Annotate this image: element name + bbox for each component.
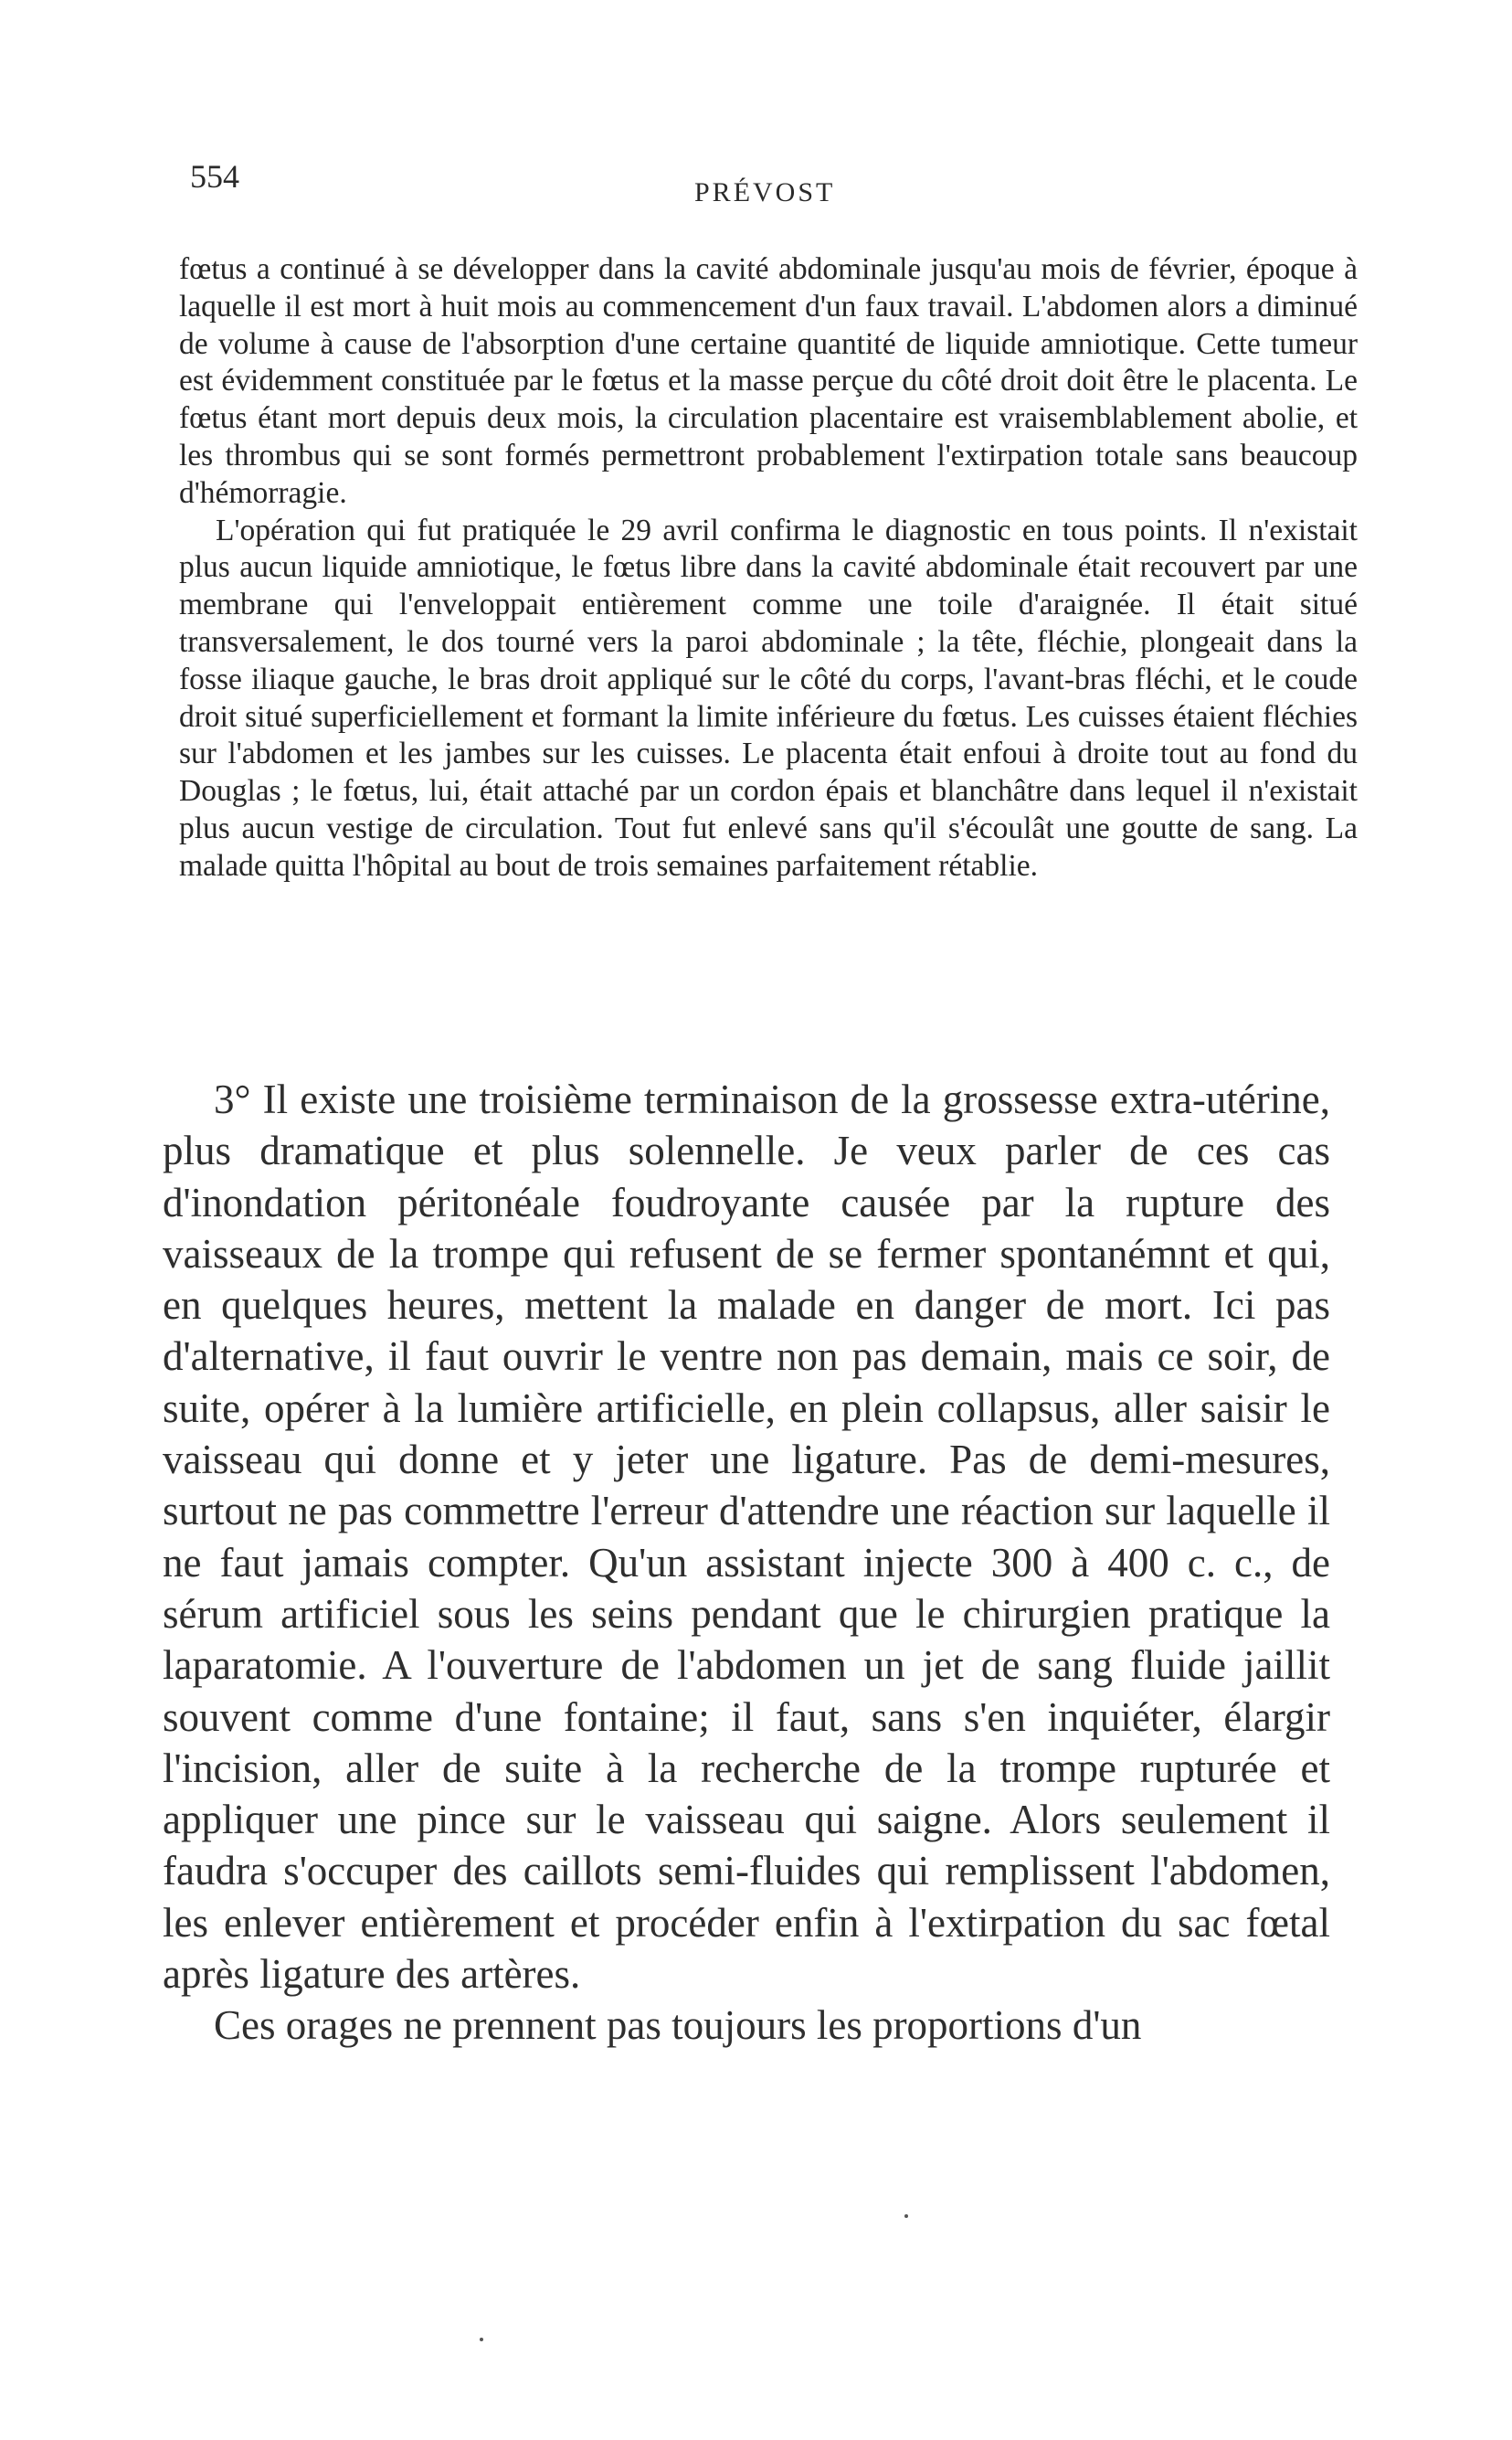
case-report-paragraph-1: fœtus a continué à se développer dans la cavité abdominale jusqu'au mois de février, époque à laquelle il est mort à huit mois au commencement d'un faux travail. L'abdomen alors a diminué de volume à cause de l'absorption d'une certaine quantité de liquide amniotique. Cette tumeur est évidemment constituée par le fœtus et la masse perçue du côté droit doit être le placenta. Le fœtus étant mort depuis deux mois, la circulation placentaire est vraisemblablement abolie, et les thrombus qui se sont formés permettront probablement l'extirpation totale sans beaucoup d'hémorragie. (179, 252, 1358, 510)
running-head: PRÉVOST (694, 177, 836, 207)
main-paragraph-1: 3° Il existe une troisième terminaison de la grossesse extra-utérine, plus dramatique et plus solennelle. Je veux parler de ces cas d'inondation péritonéale foudroyante causée par la rupture des vaisseaux de la trompe qui refusent de se fermer spontanémnt et qui, en quelques heures, mettent la malade en danger de mort. Ici pas d'alternative, il faut ouvrir le ventre non pas demain, mais ce soir, de suite, opérer à la lumière artificielle, en plein collapsus, aller saisir le vaisseau qui donne et y jeter une ligature. Pas de demi-mesures, surtout ne pas commettre l'erreur d'attendre une réaction sur laquelle il ne faut jamais compter. Qu'un assistant injecte 300 à 400 c. c., de sérum artificiel sous les seins pendant que le chirurgien pratique la laparatomie. A l'ouverture de l'abdomen un jet de sang fluide jaillit souvent comme d'une fontaine; il faut, sans s'en inquiéter, élargir l'incision, aller de suite à la recherche de la trompe rupturée et appliquer une pince sur le vaisseau qui saigne. Alors seulement il faudra s'occuper des caillots semi-fluides qui remplissent l'abdomen, les enlever entièrement et procéder enfin à l'extirpation du sac fœtal après ligature des artères. (163, 1077, 1330, 1998)
case-report-block (179, 251, 1358, 886)
print-speck (904, 2214, 908, 2218)
main-text-block (163, 1074, 1330, 2052)
page-number: 554 (190, 158, 239, 195)
print-speck (480, 2338, 483, 2341)
case-report-paragraph-2: L'opération qui fut pratiquée le 29 avril confirma le diagnostic en tous points. Il n'existait plus aucun liquide amniotique, le fœtus libre dans la cavité abdominale était recouvert par une membrane qui l'enveloppait entièrement comme une toile d'araignée. Il était situé transversalement, le dos tourné vers la paroi abdominale ; la tête, fléchie, plongeait dans la fosse iliaque gauche, le bras droit appliqué sur le côté du corps, l'avant-bras fléchi, et le coude droit situé superficiellement et formant la limite inférieure du fœtus. Les cuisses étaient fléchies sur l'abdomen et les jambes sur les cuisses. Le placenta était enfoui à droite tout au fond du Douglas ; le fœtus, lui, était attaché par un cordon épais et blanchâtre dans lequel il n'existait plus aucun vestige de circulation. Tout fut enlevé sans qu'il s'écoulât une goutte de sang. La malade quitta l'hôpital au bout de trois semaines parfaitement rétablie. (179, 513, 1358, 883)
main-paragraph-2: Ces orages ne prennent pas toujours les proportions d'un (214, 2002, 1142, 2049)
page-header (183, 154, 1334, 208)
